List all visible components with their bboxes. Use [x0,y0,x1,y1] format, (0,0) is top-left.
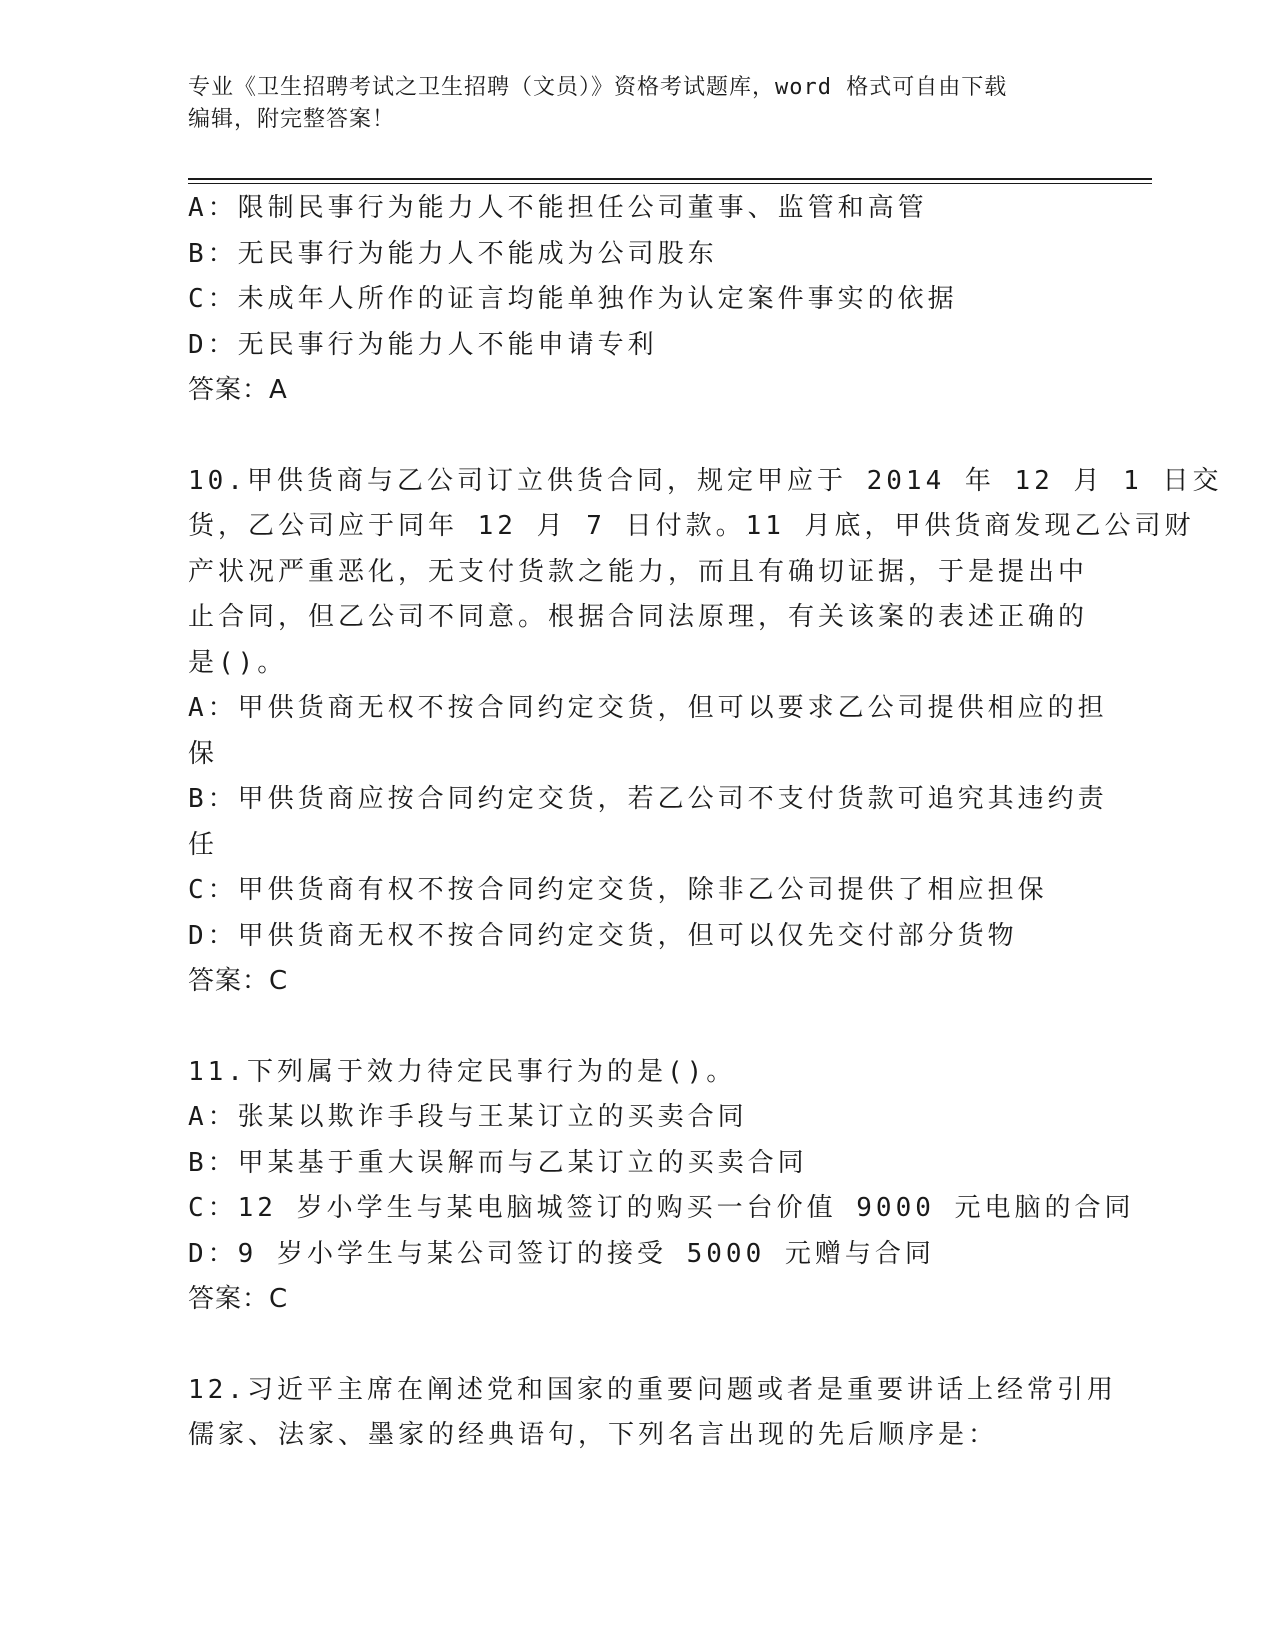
option-d: D：甲供货商无权不按合同约定交货，但可以仅先交付部分货物 [188,920,1018,951]
question-stem-line: 10.甲供货商与乙公司订立供货合同，规定甲应于 2014 年 12 月 1 日交 [188,465,1223,496]
option-b: B：甲供货商应按合同约定交货，若乙公司不支付货款可追究其违约责 [188,784,1108,814]
header-line-2: 编辑，附完整答案！ [188,107,396,132]
option-a: A：限制民事行为能力人不能担任公司董事、监管和高管 [188,193,928,223]
question-10 [188,459,1223,1005]
question-11 [188,1050,1135,1323]
spacer [188,1005,1088,1050]
question-stem-line: 儒家、法家、墨家的经典语句，下列名言出现的先后顺序是： [188,1420,999,1450]
spacer [188,414,1088,459]
answer: 答案：C [188,1284,289,1314]
question-stem-line: 是()。 [188,647,288,678]
header-line-1: 专业《卫生招聘考试之卫生招聘（文员）》资格考试题库，word 格式可自由下载 [188,75,1008,100]
header-rule-thick [188,178,1152,180]
question-12 [188,1368,1117,1459]
document-header [188,72,1088,136]
option-d: D：9 岁小学生与某公司签订的接受 5000 元赠与合同 [188,1238,935,1269]
question-stem-line: 12.习近平主席在阐述党和国家的重要问题或者是重要讲话上经常引用 [188,1374,1117,1405]
option-a-continued: 保 [188,738,219,769]
option-a: A：张某以欺诈手段与王某订立的买卖合同 [188,1102,748,1132]
question-stem-line: 产状况严重恶化，无支付货款之能力，而且有确切证据，于是提出中 [188,556,1089,587]
option-b: B：无民事行为能力人不能成为公司股东 [188,238,718,269]
question-content [188,186,1223,1459]
option-b-continued: 任 [188,829,219,860]
question-9 [188,186,1088,414]
question-stem: 11.下列属于效力待定民事行为的是()。 [188,1056,737,1087]
spacer [188,1323,1088,1368]
question-stem-line: 止合同，但乙公司不同意。根据合同法原理，有关该案的表述正确的 [188,602,1089,632]
answer: 答案：A [188,375,288,405]
option-a: A：甲供货商无权不按合同约定交货，但可以要求乙公司提供相应的担 [188,693,1108,723]
option-c: C：甲供货商有权不按合同约定交货，除非乙公司提供了相应担保 [188,875,1048,905]
question-stem-line: 货，乙公司应于同年 12 月 7 日付款。11 月底，甲供货商发现乙公司财 [188,511,1195,541]
answer: 答案：C [188,966,289,996]
header-rule-thin [188,183,1152,184]
option-d: D：无民事行为能力人不能申请专利 [188,329,658,360]
option-b: B：甲某基于重大误解而与乙某订立的买卖合同 [188,1147,808,1178]
option-c: C：12 岁小学生与某电脑城签订的购买一台价值 9000 元电脑的合同 [188,1193,1135,1223]
option-c: C：未成年人所作的证言均能单独作为认定案件事实的依据 [188,284,958,314]
